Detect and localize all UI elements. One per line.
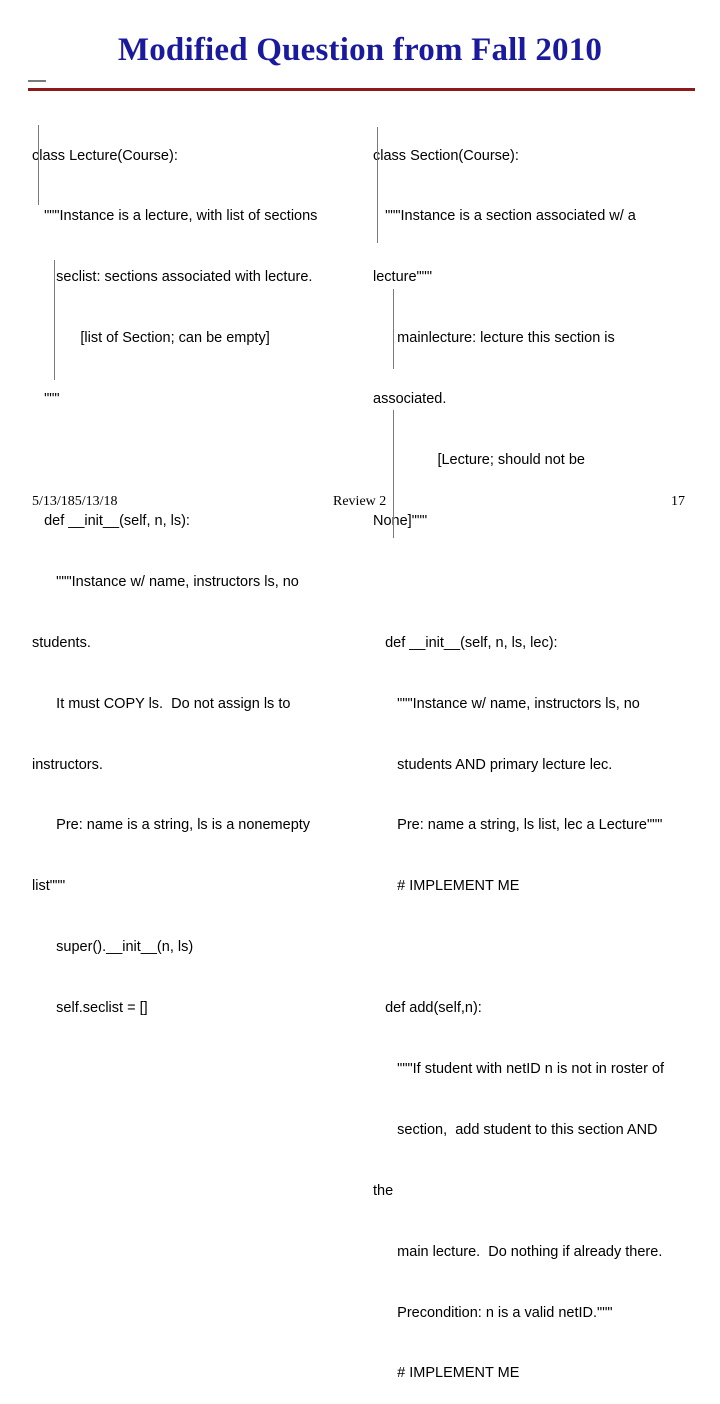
code-line: Pre: name is a string, ls is a nonemepty — [32, 817, 311, 834]
code-line: None]""" — [373, 512, 428, 529]
code-line: main lecture. Do nothing if already there. — [373, 1243, 663, 1260]
code-line: Pre: name a string, ls list, lec a Lecture""" — [373, 817, 663, 834]
code-line: mainlecture: lecture this section is — [373, 330, 615, 347]
code-line: def __init__(self, n, ls, lec): — [373, 634, 558, 651]
slide-title: Modified Question from Fall 2010 — [117, 32, 603, 68]
code-line: """Instance w/ name, instructors ls, no — [32, 573, 299, 590]
code-line: super().__init__(n, ls) — [32, 939, 194, 956]
code-line: """Instance is a lecture, with list of sections — [32, 208, 318, 225]
code-line: students. — [32, 634, 91, 651]
indent-guide — [38, 125, 39, 205]
code-line: students AND primary lecture lec. — [373, 756, 613, 773]
code-line: Precondition: n is a valid netID.""" — [373, 1304, 613, 1321]
code-line: """ — [32, 391, 60, 408]
code-line: # IMPLEMENT ME — [373, 878, 520, 895]
code-line: """Instance is a section associated w/ a — [373, 208, 636, 225]
code-line: list""" — [32, 878, 66, 895]
code-line: def __init__(self, n, ls): — [32, 512, 190, 529]
code-line: self.seclist = [] — [32, 1000, 148, 1017]
code-line: lecture""" — [373, 269, 432, 286]
indent-guide — [393, 289, 394, 369]
code-line — [373, 937, 708, 957]
code-line — [32, 450, 362, 470]
code-line: seclist: sections associated with lecture. — [32, 269, 313, 286]
rule-tick — [28, 80, 46, 82]
code-line: [Lecture; should not be — [373, 452, 585, 469]
indent-guide — [377, 127, 378, 243]
title-rule — [28, 88, 695, 91]
section-code-block — [373, 105, 708, 1404]
code-line: """If student with netID n is not in roster of — [373, 1060, 665, 1077]
indent-guide — [393, 410, 394, 538]
code-line: associated. — [373, 391, 447, 408]
code-line: class Section(Course): — [373, 147, 519, 164]
footer-date: 5/13/185/13/18 — [32, 494, 118, 509]
code-line: class Lecture(Course): — [32, 147, 178, 164]
code-line: [list of Section; can be empty] — [32, 330, 270, 347]
code-line: instructors. — [32, 756, 103, 773]
code-line: the — [373, 1182, 394, 1199]
indent-guide — [54, 260, 55, 380]
lecture-code-block — [32, 105, 362, 1039]
code-line: """Instance w/ name, instructors ls, no — [373, 695, 640, 712]
code-line: # IMPLEMENT ME — [373, 1365, 520, 1382]
code-line: section, add student to this section AND — [373, 1121, 658, 1138]
slide-number: 17 — [671, 494, 685, 509]
code-line — [373, 572, 708, 592]
code-line: def add(self,n): — [373, 1000, 482, 1017]
footer-label: Review 2 — [333, 494, 387, 509]
code-line: It must COPY ls. Do not assign ls to — [32, 695, 291, 712]
